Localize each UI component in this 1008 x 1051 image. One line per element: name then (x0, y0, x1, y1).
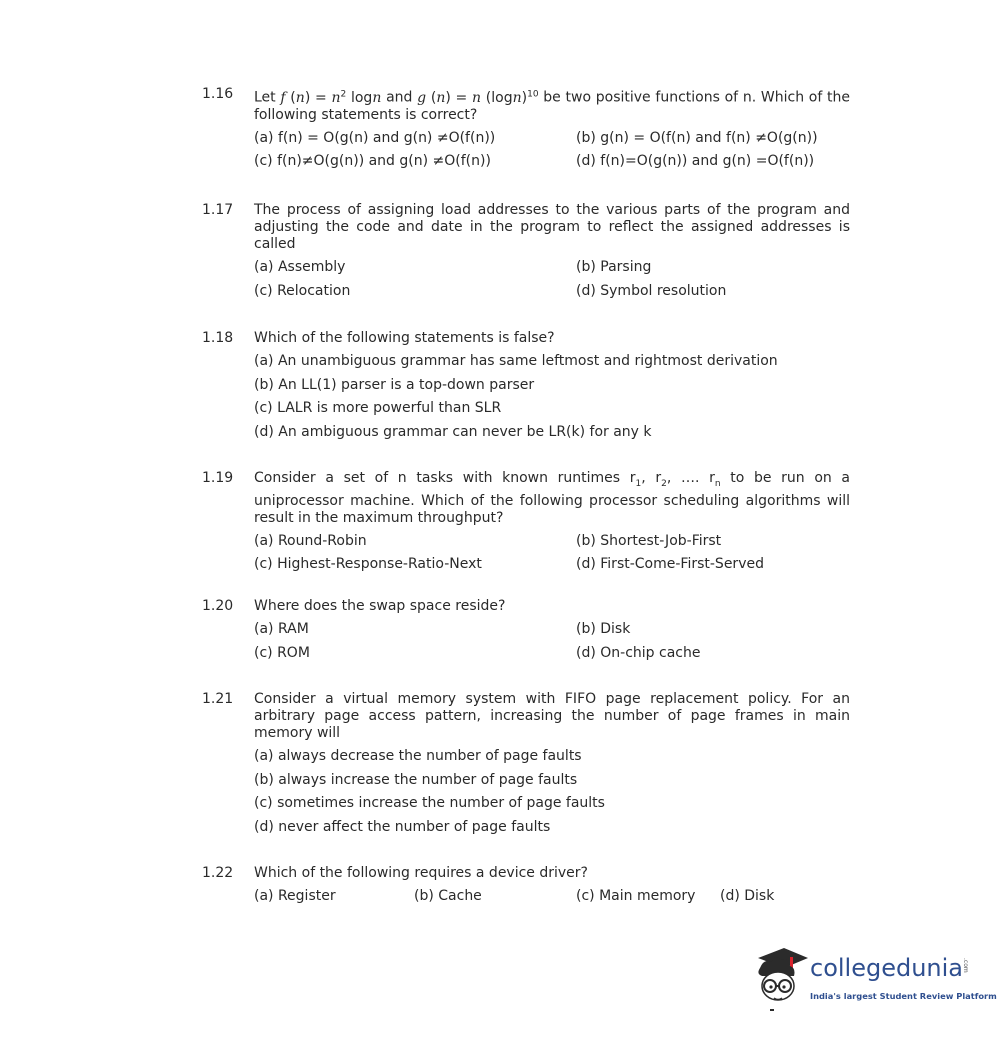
option-d: (d) First-Come-First-Served (576, 556, 764, 573)
option-d: (d) f(n)=O(g(n)) and g(n) =O(f(n)) (576, 153, 815, 170)
question-1-20 (202, 598, 850, 668)
option-a: (a) Assembly (254, 259, 346, 275)
logo-wordmark: collegedunia (810, 954, 964, 982)
question-number: 1.18 (202, 330, 234, 346)
option-a: (a) always decrease the number of page faults (254, 748, 582, 764)
option-c: (c) Relocation (254, 282, 351, 299)
option-b: (b) Disk (576, 621, 631, 637)
option-c: (c) Highest-Response-Ratio-Next (254, 556, 482, 573)
question-text: Consider a virtual memory system with FIFO page replacement policy. For an arbitrary page access pattern, increasing the number of page frames in main memory will (254, 691, 850, 741)
question-text: The process of assigning load addresses to the various parts of the program and adjusting the code and date in the program to reflect the assigned addresses is called (254, 202, 850, 252)
option-b: (b) Shortest-Job-First (576, 532, 722, 549)
question-text: Which of the following statements is false? (254, 330, 555, 346)
question-number: 1.17 (202, 202, 234, 218)
logo-suffix: .com (962, 958, 969, 973)
option-a: (a) An unambiguous grammar has same leftmost and rightmost derivation (254, 353, 778, 369)
question-1-19 (202, 470, 850, 580)
question-1-21 (202, 691, 850, 842)
question-1-22 (202, 865, 850, 912)
question-number: 1.20 (202, 598, 234, 614)
option-d: (d) An ambiguous grammar can never be LR(k) for any k (254, 423, 652, 440)
option-b: (b) An LL(1) parser is a top-down parser (254, 376, 535, 393)
option-b: (b) Parsing (576, 259, 652, 275)
question-number: 1.19 (202, 470, 234, 486)
question-number: 1.22 (202, 865, 234, 881)
question-text: Consider a set of n tasks with known runtimes $r_1$, $r_2$, …. $r_n$ to be run on a uniprocessor machine. Which of the following processor scheduling algorithms will result in the maximum throughput? (254, 470, 851, 526)
question-number: 1.16 (202, 86, 234, 102)
option-b: (b) g(n) = O(f(n) and f(n) ≠O(g(n)) (576, 129, 818, 146)
option-c: (c) Main memory (576, 888, 696, 904)
option-a: (a) RAM (254, 621, 309, 637)
option-a: (a) f(n) = O(g(n) and g(n) ≠O(f(n)) (254, 129, 496, 146)
question-text: Which of the following requires a device driver? (254, 865, 588, 881)
question-number: 1.21 (202, 691, 234, 707)
option-d: (d) Symbol resolution (576, 282, 727, 299)
option-c: (c) LALR is more powerful than SLR (254, 400, 502, 416)
option-a: (a) Round-Robin (254, 532, 367, 549)
option-d: (d) On-chip cache (576, 644, 701, 661)
question-text: Where does the swap space reside? (254, 598, 506, 614)
mascot-icon (750, 944, 810, 1014)
option-d: (d) never affect the number of page faults (254, 818, 551, 835)
option-c: (c) f(n)≠O(g(n)) and g(n) ≠O(f(n)) (254, 153, 491, 170)
question-1-18 (202, 330, 850, 447)
collegedunia-logo (750, 944, 997, 1014)
question-text: Let f $(n) = n^2$ logn and g (n) = n $(\log n)^{10}$ be two positive functions of n. Which of the following statements is correct? (254, 89, 850, 123)
logo-tagline: India's largest Student Review Platform (810, 991, 997, 1001)
option-a: (a) Register (254, 888, 336, 904)
question-1-17 (202, 202, 850, 306)
question-1-16 (202, 86, 850, 177)
option-b: (b) Cache (414, 888, 482, 904)
option-c: (c) ROM (254, 644, 310, 661)
option-d: (d) Disk (720, 888, 775, 904)
option-c: (c) sometimes increase the number of page faults (254, 795, 605, 811)
option-b: (b) always increase the number of page faults (254, 771, 578, 788)
